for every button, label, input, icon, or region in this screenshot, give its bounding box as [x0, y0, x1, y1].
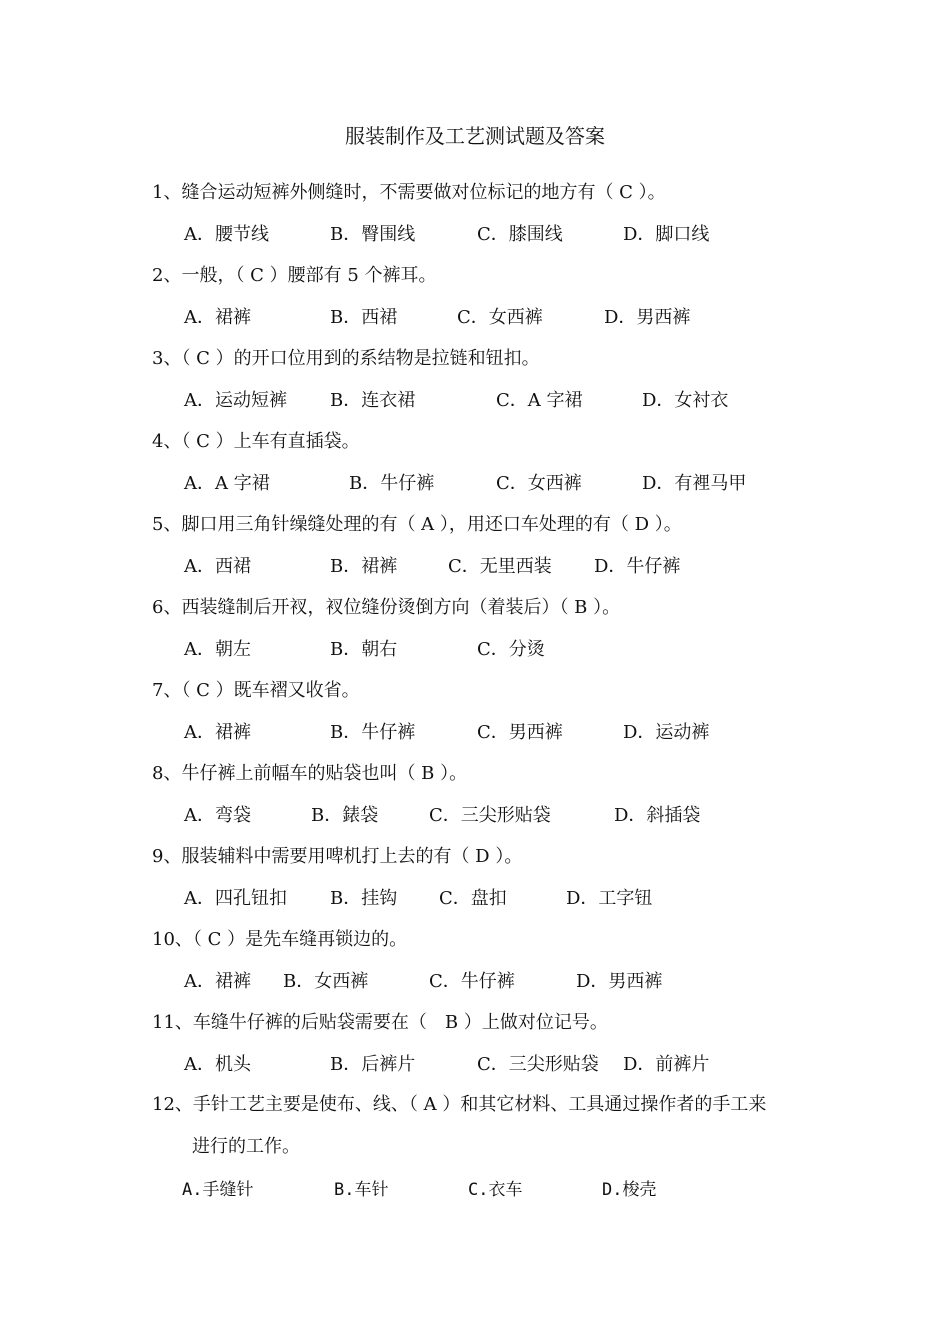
option-d: D．牛仔裤: [594, 556, 681, 577]
option-b: B．牛仔裤: [349, 473, 435, 494]
option-c: C．男西裤: [477, 722, 563, 743]
question-7-options: [184, 720, 804, 746]
option-c: C．分烫: [477, 639, 545, 660]
option-a: A．四孔钮扣: [184, 888, 287, 909]
option-d: D.梭壳: [602, 1180, 657, 1200]
question-5-options: [184, 554, 804, 580]
option-a: A．腰节线: [184, 224, 269, 245]
question-4: 4、（ C ）上车有直插袋。: [152, 431, 360, 452]
question-8: 8、牛仔裤上前幅车的贴袋也叫（ B ）。: [152, 763, 468, 784]
question-9: 9、服装辅料中需要用啤机打上去的有（ D ）。: [152, 846, 523, 867]
option-a: A．朝左: [184, 639, 251, 660]
option-a: A．机头: [184, 1054, 251, 1075]
option-d: D．男西裤: [576, 971, 663, 992]
option-b: B.车针: [334, 1180, 389, 1200]
option-a: A．西裙: [184, 556, 251, 577]
question-12-line-2: 进行的工作。: [192, 1136, 300, 1157]
option-c: C．女西裤: [496, 473, 582, 494]
option-a: A．裙裤: [184, 307, 251, 328]
page-title: 服装制作及工艺测试题及答案: [345, 124, 605, 148]
question-12-options: [182, 1177, 802, 1203]
question-2-options: [184, 305, 804, 331]
question-5: 5、脚口用三角针缲缝处理的有（ A ），用还口车处理的有（ D ）。: [152, 514, 682, 535]
option-a: A．弯袋: [184, 805, 251, 826]
question-10-options: [184, 969, 804, 995]
option-c: C．三尖形贴袋: [477, 1054, 599, 1075]
option-b: B．朝右: [330, 639, 398, 660]
question-9-options: [184, 886, 804, 912]
question-12-line-1: 12、手针工艺主要是使布、线、（ A ）和其它材料、工具通过操作者的手工来: [152, 1094, 767, 1115]
option-c: C．无里西装: [448, 556, 552, 577]
option-c: C.衣车: [468, 1180, 523, 1200]
option-d: D．前裤片: [623, 1054, 710, 1075]
option-a: A.手缝针: [182, 1180, 254, 1200]
question-12: [152, 1084, 832, 1168]
option-c: C．膝围线: [477, 224, 563, 245]
option-a: A．裙裤: [184, 971, 251, 992]
option-b: B．臀围线: [330, 224, 416, 245]
option-d: D．女衬衣: [642, 390, 729, 411]
option-d: D．脚口线: [623, 224, 710, 245]
question-11: 11、车缝牛仔裤的后贴袋需要在（ B ）上做对位记号。: [152, 1012, 608, 1033]
option-a: A．运动短裤: [184, 390, 287, 411]
question-2: 2、一般，（ C ）腰部有 5 个裤耳。: [152, 265, 437, 286]
option-c: C．A 字裙: [496, 390, 583, 411]
option-d: D．男西裤: [604, 307, 691, 328]
option-b: B．錶袋: [311, 805, 379, 826]
question-1: 1、缝合运动短裤外侧缝时，不需要做对位标记的地方有（ C ）。: [152, 182, 666, 203]
question-3: 3、（ C ）的开口位用到的系结物是拉链和钮扣。: [152, 348, 540, 369]
option-c: C．牛仔裤: [429, 971, 515, 992]
question-10: 10、（ C ）是先车缝再锁边的。: [152, 929, 408, 950]
question-1-options: [184, 222, 804, 248]
question-4-options: [184, 471, 804, 497]
option-d: D．斜插袋: [614, 805, 701, 826]
option-b: B．裙裤: [330, 556, 398, 577]
option-b: B．后裤片: [330, 1054, 416, 1075]
option-b: B．牛仔裤: [330, 722, 416, 743]
option-a: A．裙裤: [184, 722, 251, 743]
option-a: A．A 字裙: [184, 473, 270, 494]
option-b: B．女西裤: [283, 971, 369, 992]
option-d: D．有裡马甲: [642, 473, 747, 494]
option-c: C．三尖形贴袋: [429, 805, 551, 826]
option-b: B．挂钩: [330, 888, 398, 909]
question-6: 6、西装缝制后开衩，衩位缝份烫倒方向（着装后）（ B ）。: [152, 597, 621, 618]
option-d: D．运动裤: [623, 722, 710, 743]
question-11-options: [184, 1052, 804, 1078]
question-8-options: [184, 803, 804, 829]
question-7: 7、（ C ）既车褶又收省。: [152, 680, 360, 701]
option-b: B．西裙: [330, 307, 398, 328]
option-c: C．盘扣: [439, 888, 507, 909]
option-b: B．连衣裙: [330, 390, 416, 411]
option-d: D．工字钮: [566, 888, 653, 909]
question-3-options: [184, 388, 804, 414]
option-c: C．女西裤: [457, 307, 543, 328]
question-6-options: [184, 637, 804, 663]
